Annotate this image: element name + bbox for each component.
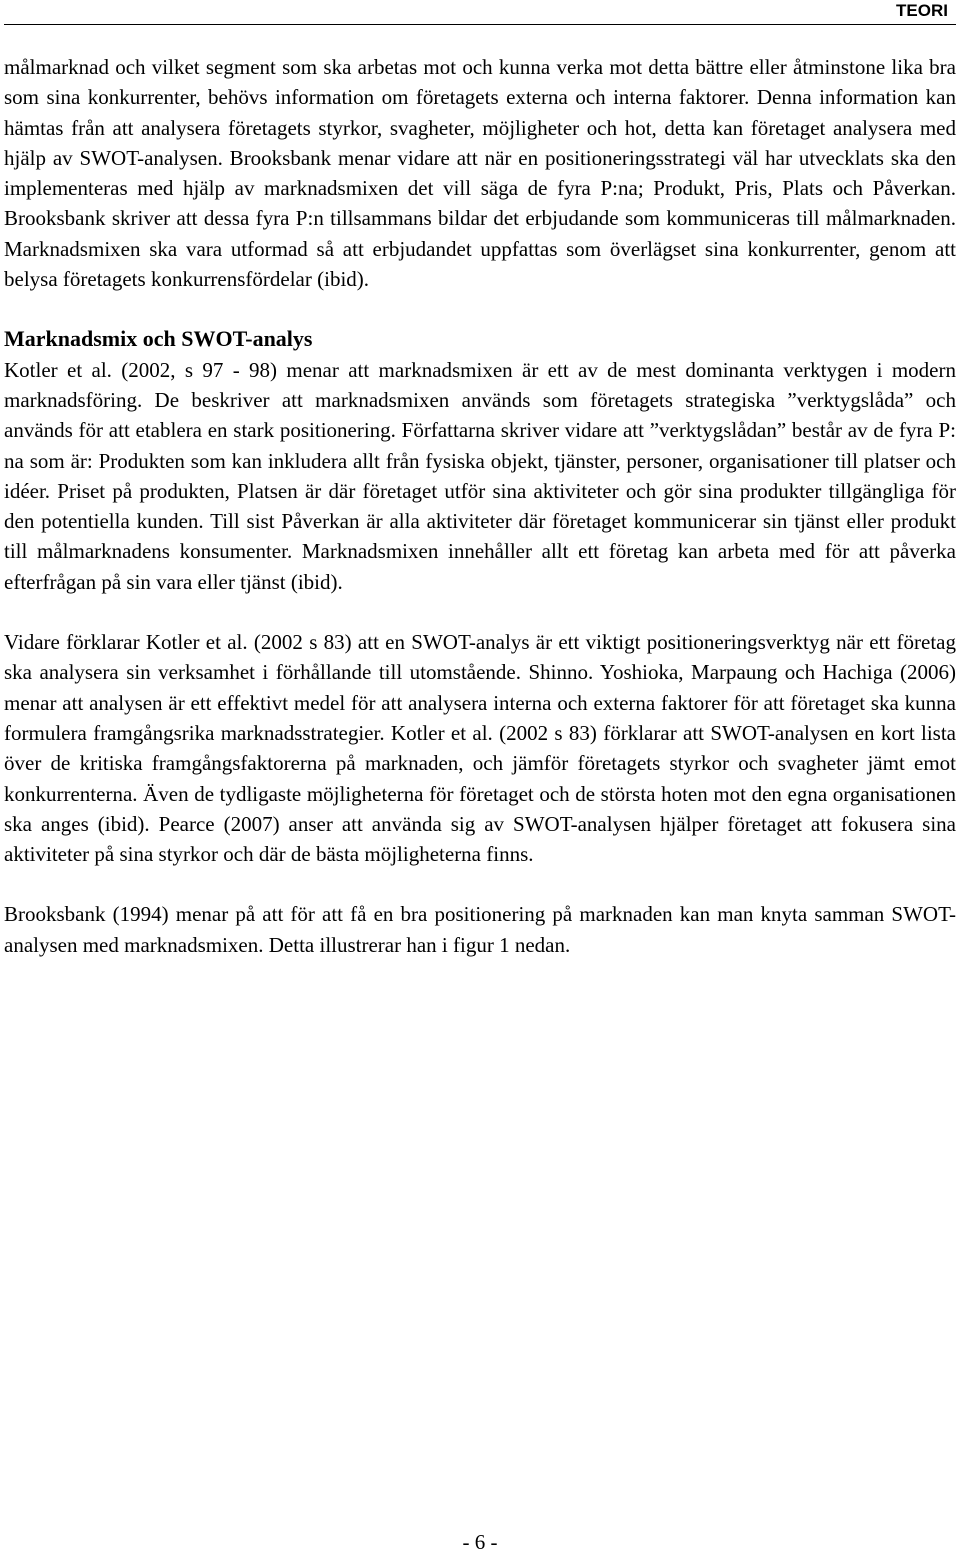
paragraph-swot: Vidare förklarar Kotler et al. (2002 s 83) att en SWOT-analys är ett viktigt positioneringsverktyg när ett företag ska analysera sin verksamhet i förhållande till utomstående. Shinno. Yoshioka, Marpaung och Hachiga (2006) menar att analysen är ett effektivt medel för att analysera interna och externa faktorer för att företaget ska kunna formulera framgångsrika marknadsstrategier. Kotler et al. (2002 s 83) förklarar att SWOT-analysen en kort lista över de kritiska framgångsfaktorerna på marknaden, och jämför företagets styrkor och svagheter jämt emot konkurrenterna. Även de tydligaste möjligheterna för företaget och de största hoten mot den egna organisationen ska anges (ibid). Pearce (2007) anser att använda sig av SWOT-analysen hjälper företaget att fokusera sina aktiviteter på sina styrkor och där de bästa möjligheterna finns. — [4, 630, 956, 867]
section-header-label: TEORI — [896, 1, 948, 20]
document-body — [4, 52, 956, 960]
paragraph-positioning: målmarknad och vilket segment som ska arbetas mot och kunna verka mot detta bättre eller åtminstone lika bra som sina konkurrenter, behövs information om företagets externa och interna faktorer. Denna information kan hämtas från att analysera företagets styrkor, svagheter, möjligheter och hot, detta kan företaget analysera med hjälp av SWOT-analysen. Brooksbank menar vidare att när en positioneringsstrategi väl har utvecklats ska den implementeras med hjälp av marknadsmixen det vill säga de fyra P:na; Produkt, Pris, Plats och Påverkan. Brooksbank skriver att dessa fyra P:n tillsammans bildar det erbjudande som kommuniceras till målmarknaden. Marknadsmixen ska vara utformad så att erbjudandet uppfattas som överlägset sina konkurrenter, genom att belysa företagets konkurrensfördelar (ibid). — [4, 55, 956, 292]
page-number: - 6 - — [462, 1530, 498, 1554]
paragraph-marketing-mix: Kotler et al. (2002, s 97 - 98) menar att marknadsmixen är ett av de mest dominanta verktygen i modern marknadsföring. De beskriver att marknadsmixen används som företagets strategiska ”verktygslåda” och används för att etablera en stark positionering. Författarna skriver vidare att ”verktygslådan” består av de fyra P: na som är: Produkten som kan inkludera allt från fysiska objekt, tjänster, personer, organisationer till platser och idéer. Priset på produkten, Platsen är där företaget utför sina aktiviteter och gör sina produkter tillgängliga för den potentiella kunden. Till sist Påverkan är alla aktiviteter där företaget kommunicerar sin tjänst eller produkt till målmarknadens konsumenter. Marknadsmixen innehåller allt ett företag kan arbeta med för att påverka efterfrågan på sin vara eller tjänst (ibid). — [4, 357, 956, 594]
section-heading: Marknadsmix och SWOT-analys — [4, 326, 313, 352]
paragraph-brooksbank: Brooksbank (1994) menar på att för att få en bra positionering på marknaden kan man knyta samman SWOT-analysen med marknadsmixen. Detta illustrerar han i figur 1 nedan. — [4, 902, 956, 957]
header-divider — [4, 24, 956, 25]
